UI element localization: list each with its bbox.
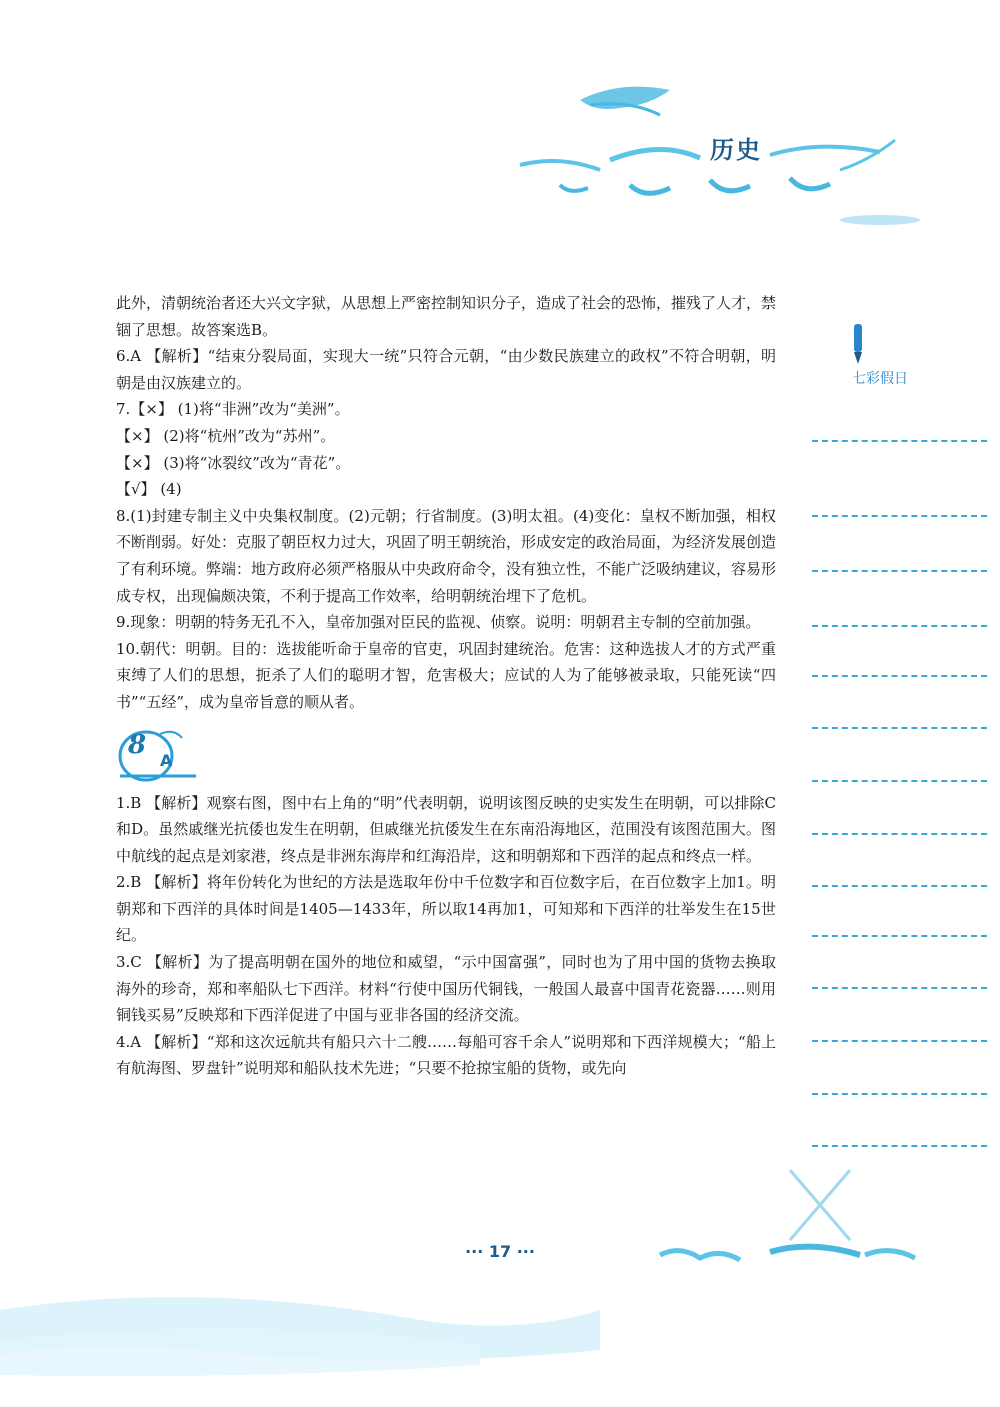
paragraph: 4.A 【解析】“郑和这次远航共有船只六十二艘……每船可容千余人”说明郑和下西洋规模大；“船上有航海图、罗盘针”说明郑和船队技术先进；“只要不抢掠宝船的货物，或先向 xyxy=(116,1032,776,1078)
footer-ornament xyxy=(640,1160,940,1290)
section-number: 8 xyxy=(128,729,147,760)
section-letter: A xyxy=(160,750,173,770)
subject-title: 历史 xyxy=(710,136,762,164)
paragraph: 8.(1)封建专制主义中央集权制度。(2)元朝；行省制度。(3)明太祖。(4)变化：皇权不断加强，相权不断削弱。好处：克服了朝臣权力过大，巩固了明王朝统治，形成安定的政治局面，为经济发展创造了有利环境。弊端：地方政府必须严格服从中央政府命令，没有独立性，不能广泛吸纳建议，容易形成专权，出现偏颇决策，不利于提高工作效率，给明朝统治埋下了危机。 xyxy=(116,506,777,605)
sidebar-tag: 七彩假日 xyxy=(852,371,908,387)
paragraph: 9.现象：明朝的特务无孔不入，皇帝加强对臣民的监视、侦察。说明：明朝君主专制的空前加强。 xyxy=(116,613,761,632)
section-badge xyxy=(116,724,776,784)
paragraph: 6.A 【解析】“结束分裂局面，实现大一统”只符合元朝，“由少数民族建立的政权”不符合明朝，明朝是由汉族建立的。 xyxy=(116,347,776,392)
paragraph: 此外，清朝统治者还大兴文字狱，从思想上严密控制知识分子，造成了社会的恐怖，摧残了人才，禁锢了思想。故答案选B。 xyxy=(116,294,777,339)
pencil-icon xyxy=(846,322,870,366)
paragraph: 【×】 (3)将“冰裂纹”改为“青花”。 xyxy=(116,453,351,472)
answer-content xyxy=(116,290,776,1082)
note-lines xyxy=(812,395,987,1215)
paragraph: 3.C 【解析】为了提高明朝在国外的地位和威望，“示中国富强”，同时也为了用中国的货物去换取海外的珍奇，郑和率船队七下西洋。材料“行使中国历代铜钱，一般国人最喜中国青花瓷器……则用铜钱买易”反映郑和下西洋促进了中国与亚非各国的经济交流。 xyxy=(116,953,776,1025)
page-number: ··· 17 ··· xyxy=(465,1242,535,1261)
paragraph: 【×】 (2)将“杭州”改为“苏州”。 xyxy=(116,426,336,445)
paragraph: 【√】 (4) xyxy=(116,480,182,499)
paragraph: 7.【×】 (1)将“非洲”改为“美洲”。 xyxy=(116,400,350,419)
paragraph: 1.B 【解析】观察右图，图中右上角的“明”代表明朝，说明该图反映的史实发生在明朝，可以排除C和D。虽然戚继光抗倭也发生在明朝，但戚继光抗倭发生在东南沿海地区，范围没有该图范围大。图中航线的起点是刘家港，终点是非洲东海岸和红海沿岸，这和明朝郑和下西洋的起点和终点一样。 xyxy=(116,793,776,865)
paragraph: 2.B 【解析】将年份转化为世纪的方法是选取年份中千位数字和百位数字后，在百位数字上加1。明朝郑和下西洋的具体时间是1405—1433年，所以取14再加1，可知郑和下西洋的壮举发生在15世纪。 xyxy=(116,873,776,945)
paragraph: 10.朝代：明朝。目的：选拔能听命于皇帝的官吏，巩固封建统治。危害：这种选拔人才的方式严重束缚了人们的思想，扼杀了人们的聪明才智，危害极大；应试的人为了能够被录取，只能死读“四书”“五经”，成为皇帝旨意的顺从者。 xyxy=(116,639,776,711)
